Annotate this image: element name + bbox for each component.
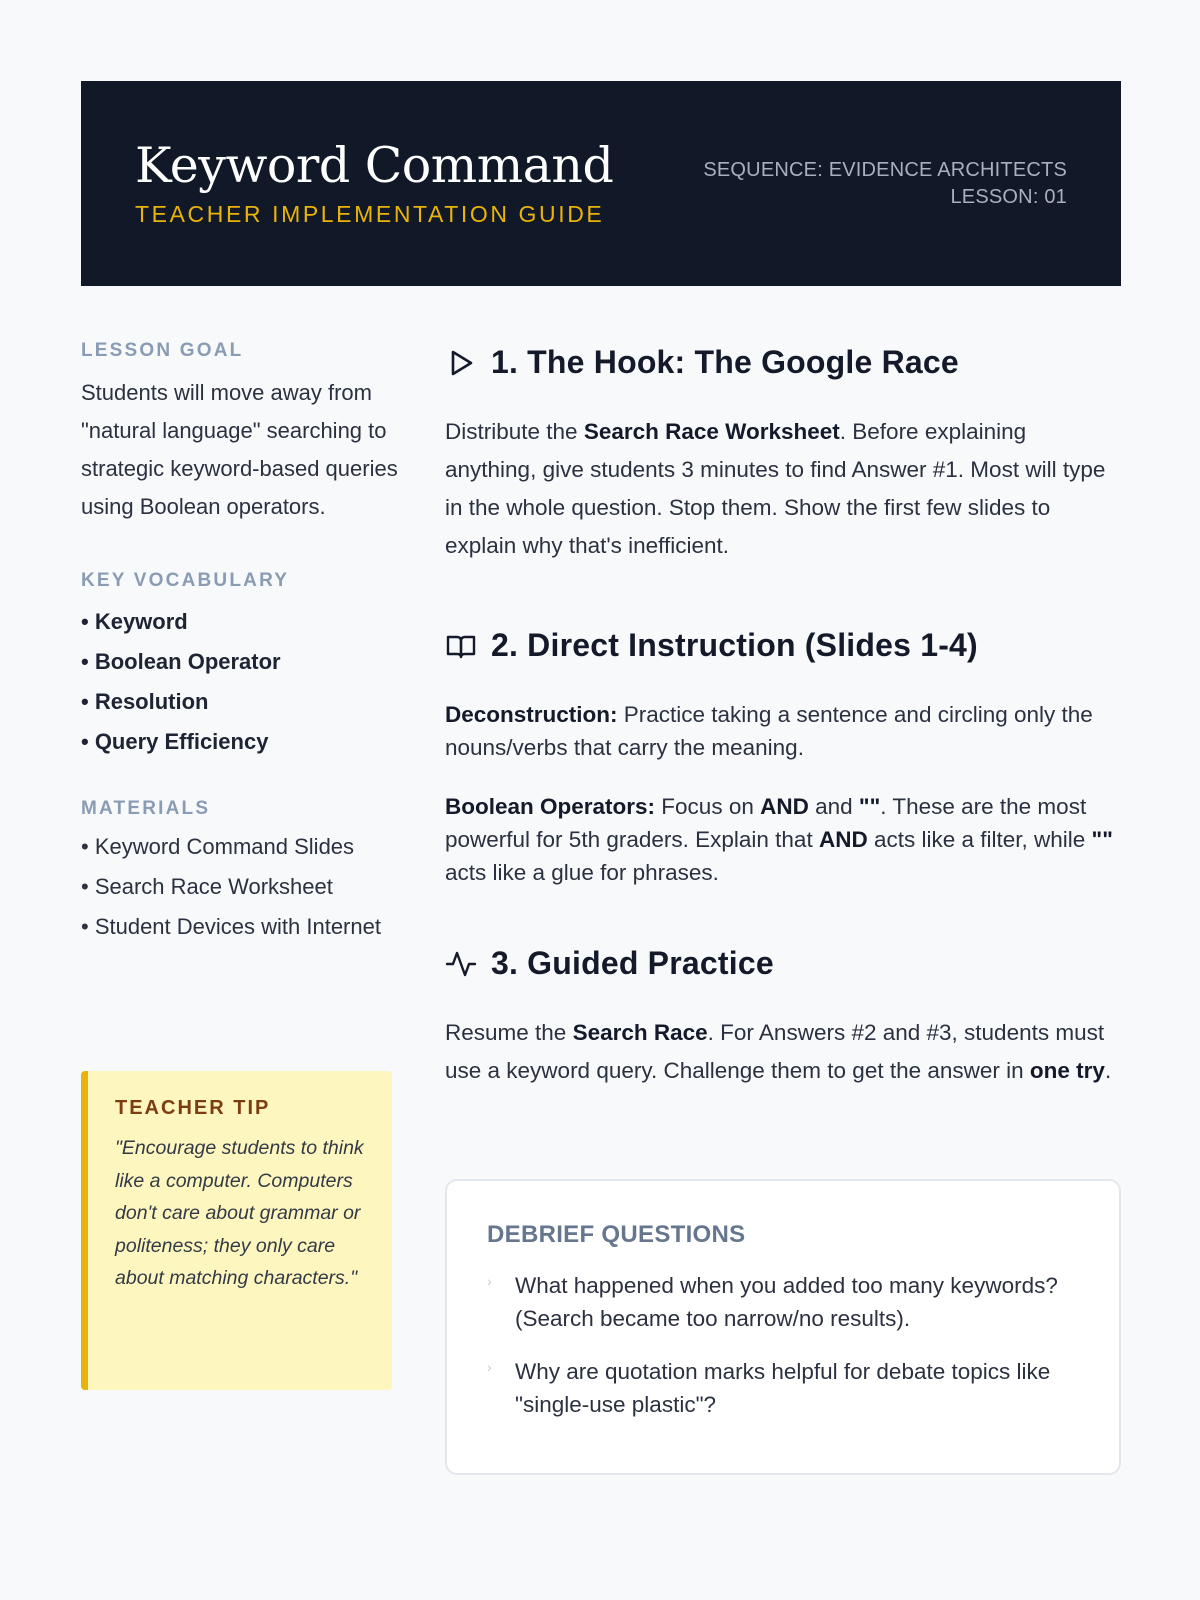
- debrief-question-text: Why are quotation marks helpful for debate topics like "single-use plastic"?: [515, 1359, 1051, 1417]
- vocabulary-item: • Keyword: [81, 609, 188, 634]
- sidebar: [81, 340, 401, 950]
- body-text: Focus on: [655, 794, 761, 819]
- book-icon: [445, 630, 477, 662]
- page-title: Keyword Command: [135, 137, 614, 195]
- section-title: 2. Direct Instruction (Slides 1-4): [491, 627, 978, 663]
- emphasis-text: "": [1091, 827, 1113, 852]
- debrief-questions-card: [445, 1179, 1121, 1475]
- header-title-group: [135, 139, 613, 228]
- vocabulary-block: [81, 570, 401, 762]
- emphasis-text: AND: [818, 827, 868, 852]
- emphasis-text: AND: [760, 794, 809, 819]
- section-title: 1. The Hook: The Google Race: [491, 344, 959, 380]
- chevron-right-icon: ›: [487, 1273, 492, 1289]
- page-subtitle: TEACHER IMPLEMENTATION GUIDE: [135, 200, 605, 227]
- section-body: [445, 1014, 1121, 1090]
- body-text: acts like a glue for phrases.: [445, 860, 719, 885]
- debrief-label: DEBRIEF QUESTIONS: [487, 1221, 746, 1248]
- lesson-meta: [703, 157, 1067, 211]
- body-text: and: [808, 794, 859, 819]
- teacher-tip-callout: [81, 1071, 392, 1390]
- section-direct-instruction: [445, 627, 1121, 889]
- emphasis-text: Search Race Worksheet: [583, 419, 840, 444]
- section-guided-practice: [445, 945, 1121, 1090]
- body-text: .: [1104, 1058, 1112, 1083]
- section-body: [445, 790, 1121, 889]
- emphasis-text: one try: [1029, 1058, 1105, 1083]
- lesson-number: LESSON: 01: [950, 185, 1067, 208]
- body-text: . These are the most powerful for 5th graders. Explain that: [445, 794, 1087, 852]
- vocabulary-list: [81, 602, 401, 762]
- play-icon: [445, 347, 477, 379]
- sequence-label: SEQUENCE: EVIDENCE ARCHITECTS: [703, 158, 1067, 181]
- debrief-question: [487, 1269, 1079, 1335]
- vocabulary-item: • Boolean Operator: [81, 649, 281, 674]
- body-text: . Before explaining anything, give students 3 minutes to find Answer #1. Most will type in the whole question. Stop them. Show the first few slides to explain why that's inefficient.: [445, 419, 1106, 558]
- activity-icon: [445, 948, 477, 980]
- materials-label: MATERIALS: [81, 798, 211, 819]
- lesson-goal-label: LESSON GOAL: [81, 340, 244, 361]
- vocabulary-item: • Query Efficiency: [81, 729, 269, 754]
- section-title: 3. Guided Practice: [491, 945, 774, 981]
- section-hook: [445, 344, 1121, 565]
- teacher-tip-text: "Encourage students to think like a computer. Computers don't care about grammar or politeness; they only care about matching characters.": [115, 1137, 364, 1289]
- debrief-question: [487, 1355, 1079, 1421]
- materials-block: [81, 798, 401, 943]
- lesson-goal-block: [81, 340, 401, 526]
- vocabulary-item: • Resolution: [81, 689, 209, 714]
- body-text: . For Answers #2 and #3, students must use a keyword query. Challenge them to get the answer in: [445, 1020, 1105, 1083]
- section-body: [445, 698, 1121, 764]
- chevron-right-icon: ›: [487, 1359, 492, 1375]
- vocabulary-label: KEY VOCABULARY: [81, 570, 290, 591]
- guide-header: [81, 81, 1121, 286]
- materials-list: [81, 830, 401, 943]
- debrief-question-text: What happened when you added too many keywords? (Search became too narrow/no results).: [515, 1273, 1058, 1331]
- emphasis-text: Boolean Operators:: [445, 794, 656, 819]
- emphasis-text: "": [858, 794, 881, 819]
- body-text: Resume the: [445, 1020, 573, 1045]
- main-content: [445, 344, 1121, 1090]
- body-text: acts like a filter, while: [867, 827, 1092, 852]
- section-heading: [445, 945, 1121, 982]
- emphasis-text: Search Race: [572, 1020, 708, 1045]
- body-text: Distribute the: [445, 419, 584, 444]
- emphasis-text: Deconstruction:: [445, 702, 618, 727]
- body-text: Practice taking a sentence and circling only the nouns/verbs that carry the meaning.: [445, 702, 1093, 760]
- materials-item: • Search Race Worksheet: [81, 874, 333, 899]
- materials-item: • Student Devices with Internet: [81, 914, 381, 939]
- section-heading: [445, 627, 1121, 664]
- teacher-tip-label: TEACHER TIP: [115, 1097, 271, 1119]
- section-heading: [445, 344, 1121, 381]
- lesson-goal-text: Students will move away from "natural language" searching to strategic keyword-based queries using Boolean operators.: [81, 380, 398, 519]
- materials-item: • Keyword Command Slides: [81, 834, 355, 859]
- section-body: [445, 413, 1121, 565]
